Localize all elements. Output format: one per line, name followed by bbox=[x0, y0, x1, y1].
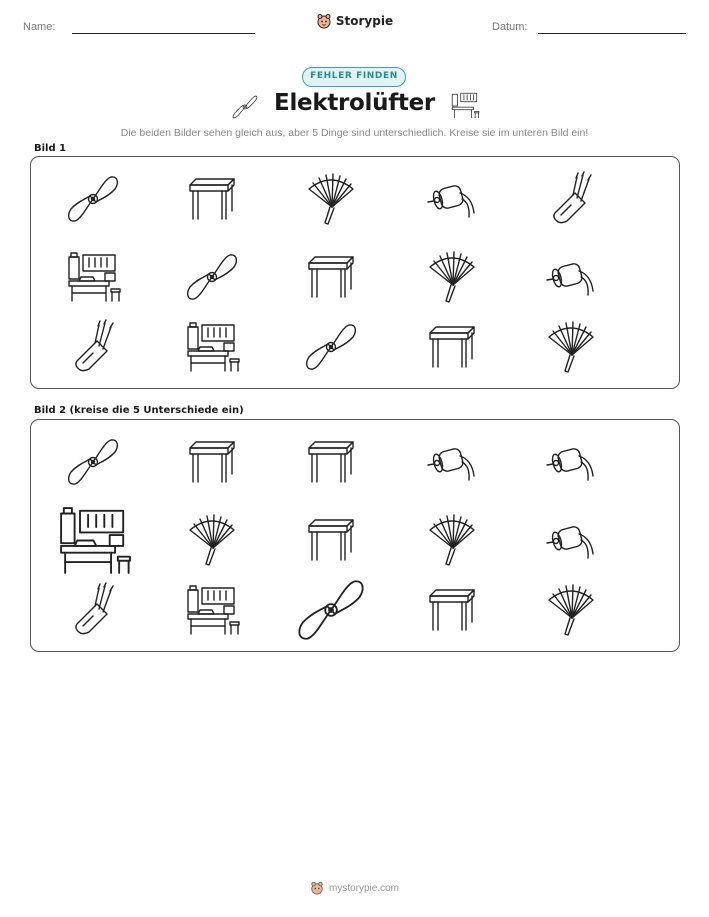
category-badge: FEHLER FINDEN bbox=[302, 67, 406, 87]
page-title: Elektrolüfter bbox=[274, 90, 435, 116]
table-icon bbox=[422, 317, 482, 377]
table-icon[interactable] bbox=[301, 510, 361, 570]
wires-icon[interactable] bbox=[63, 580, 123, 640]
propeller-icon bbox=[63, 169, 123, 229]
wires-icon bbox=[541, 169, 601, 229]
motor-icon bbox=[541, 247, 601, 307]
footer-url[interactable]: mystorypie.com bbox=[328, 882, 399, 894]
table-icon[interactable] bbox=[301, 432, 361, 492]
table-icon bbox=[182, 169, 242, 229]
hand-fan-icon bbox=[541, 317, 601, 377]
picture2-panel[interactable] bbox=[30, 419, 680, 652]
propeller-icon bbox=[301, 317, 361, 377]
name-line[interactable] bbox=[72, 33, 255, 34]
date-label: Datum: bbox=[492, 21, 528, 33]
motor-icon bbox=[422, 169, 482, 229]
table-icon bbox=[301, 247, 361, 307]
storypie-logo-icon bbox=[316, 13, 332, 29]
propeller-icon[interactable] bbox=[292, 571, 370, 649]
wires-icon bbox=[63, 317, 123, 377]
date-line[interactable] bbox=[538, 33, 686, 34]
table-icon[interactable] bbox=[182, 432, 242, 492]
instructions: Die beiden Bilder sehen gleich aus, aber 5 Dinge sind unterschiedlich. Kreise sie im unteren Bild ein! bbox=[120, 127, 589, 139]
table-icon[interactable] bbox=[422, 580, 482, 640]
propeller-icon[interactable] bbox=[63, 432, 123, 492]
hand-fan-icon[interactable] bbox=[182, 510, 242, 570]
motor-icon[interactable] bbox=[541, 432, 601, 492]
motor-icon[interactable] bbox=[541, 510, 601, 570]
picture1-label: Bild 1 bbox=[34, 143, 67, 154]
hand-fan-icon bbox=[301, 169, 361, 229]
name-label: Name: bbox=[23, 21, 56, 33]
motor-icon[interactable] bbox=[422, 432, 482, 492]
hand-fan-icon bbox=[422, 247, 482, 307]
workshop-icon[interactable] bbox=[53, 500, 134, 581]
footer bbox=[0, 881, 709, 895]
title-workshop-icon bbox=[448, 90, 482, 122]
hand-fan-icon[interactable] bbox=[422, 510, 482, 570]
workshop-icon[interactable] bbox=[182, 580, 242, 640]
brand-name: Storypie bbox=[335, 14, 394, 28]
propeller-icon bbox=[182, 247, 242, 307]
picture2-label: Bild 2 (kreise die 5 Unterschiede ein) bbox=[34, 405, 244, 416]
footer-logo-icon bbox=[310, 881, 324, 895]
brand bbox=[0, 13, 709, 29]
workshop-icon bbox=[182, 317, 242, 377]
hand-fan-icon[interactable] bbox=[541, 580, 601, 640]
picture1-panel bbox=[30, 156, 680, 389]
workshop-icon bbox=[63, 247, 123, 307]
